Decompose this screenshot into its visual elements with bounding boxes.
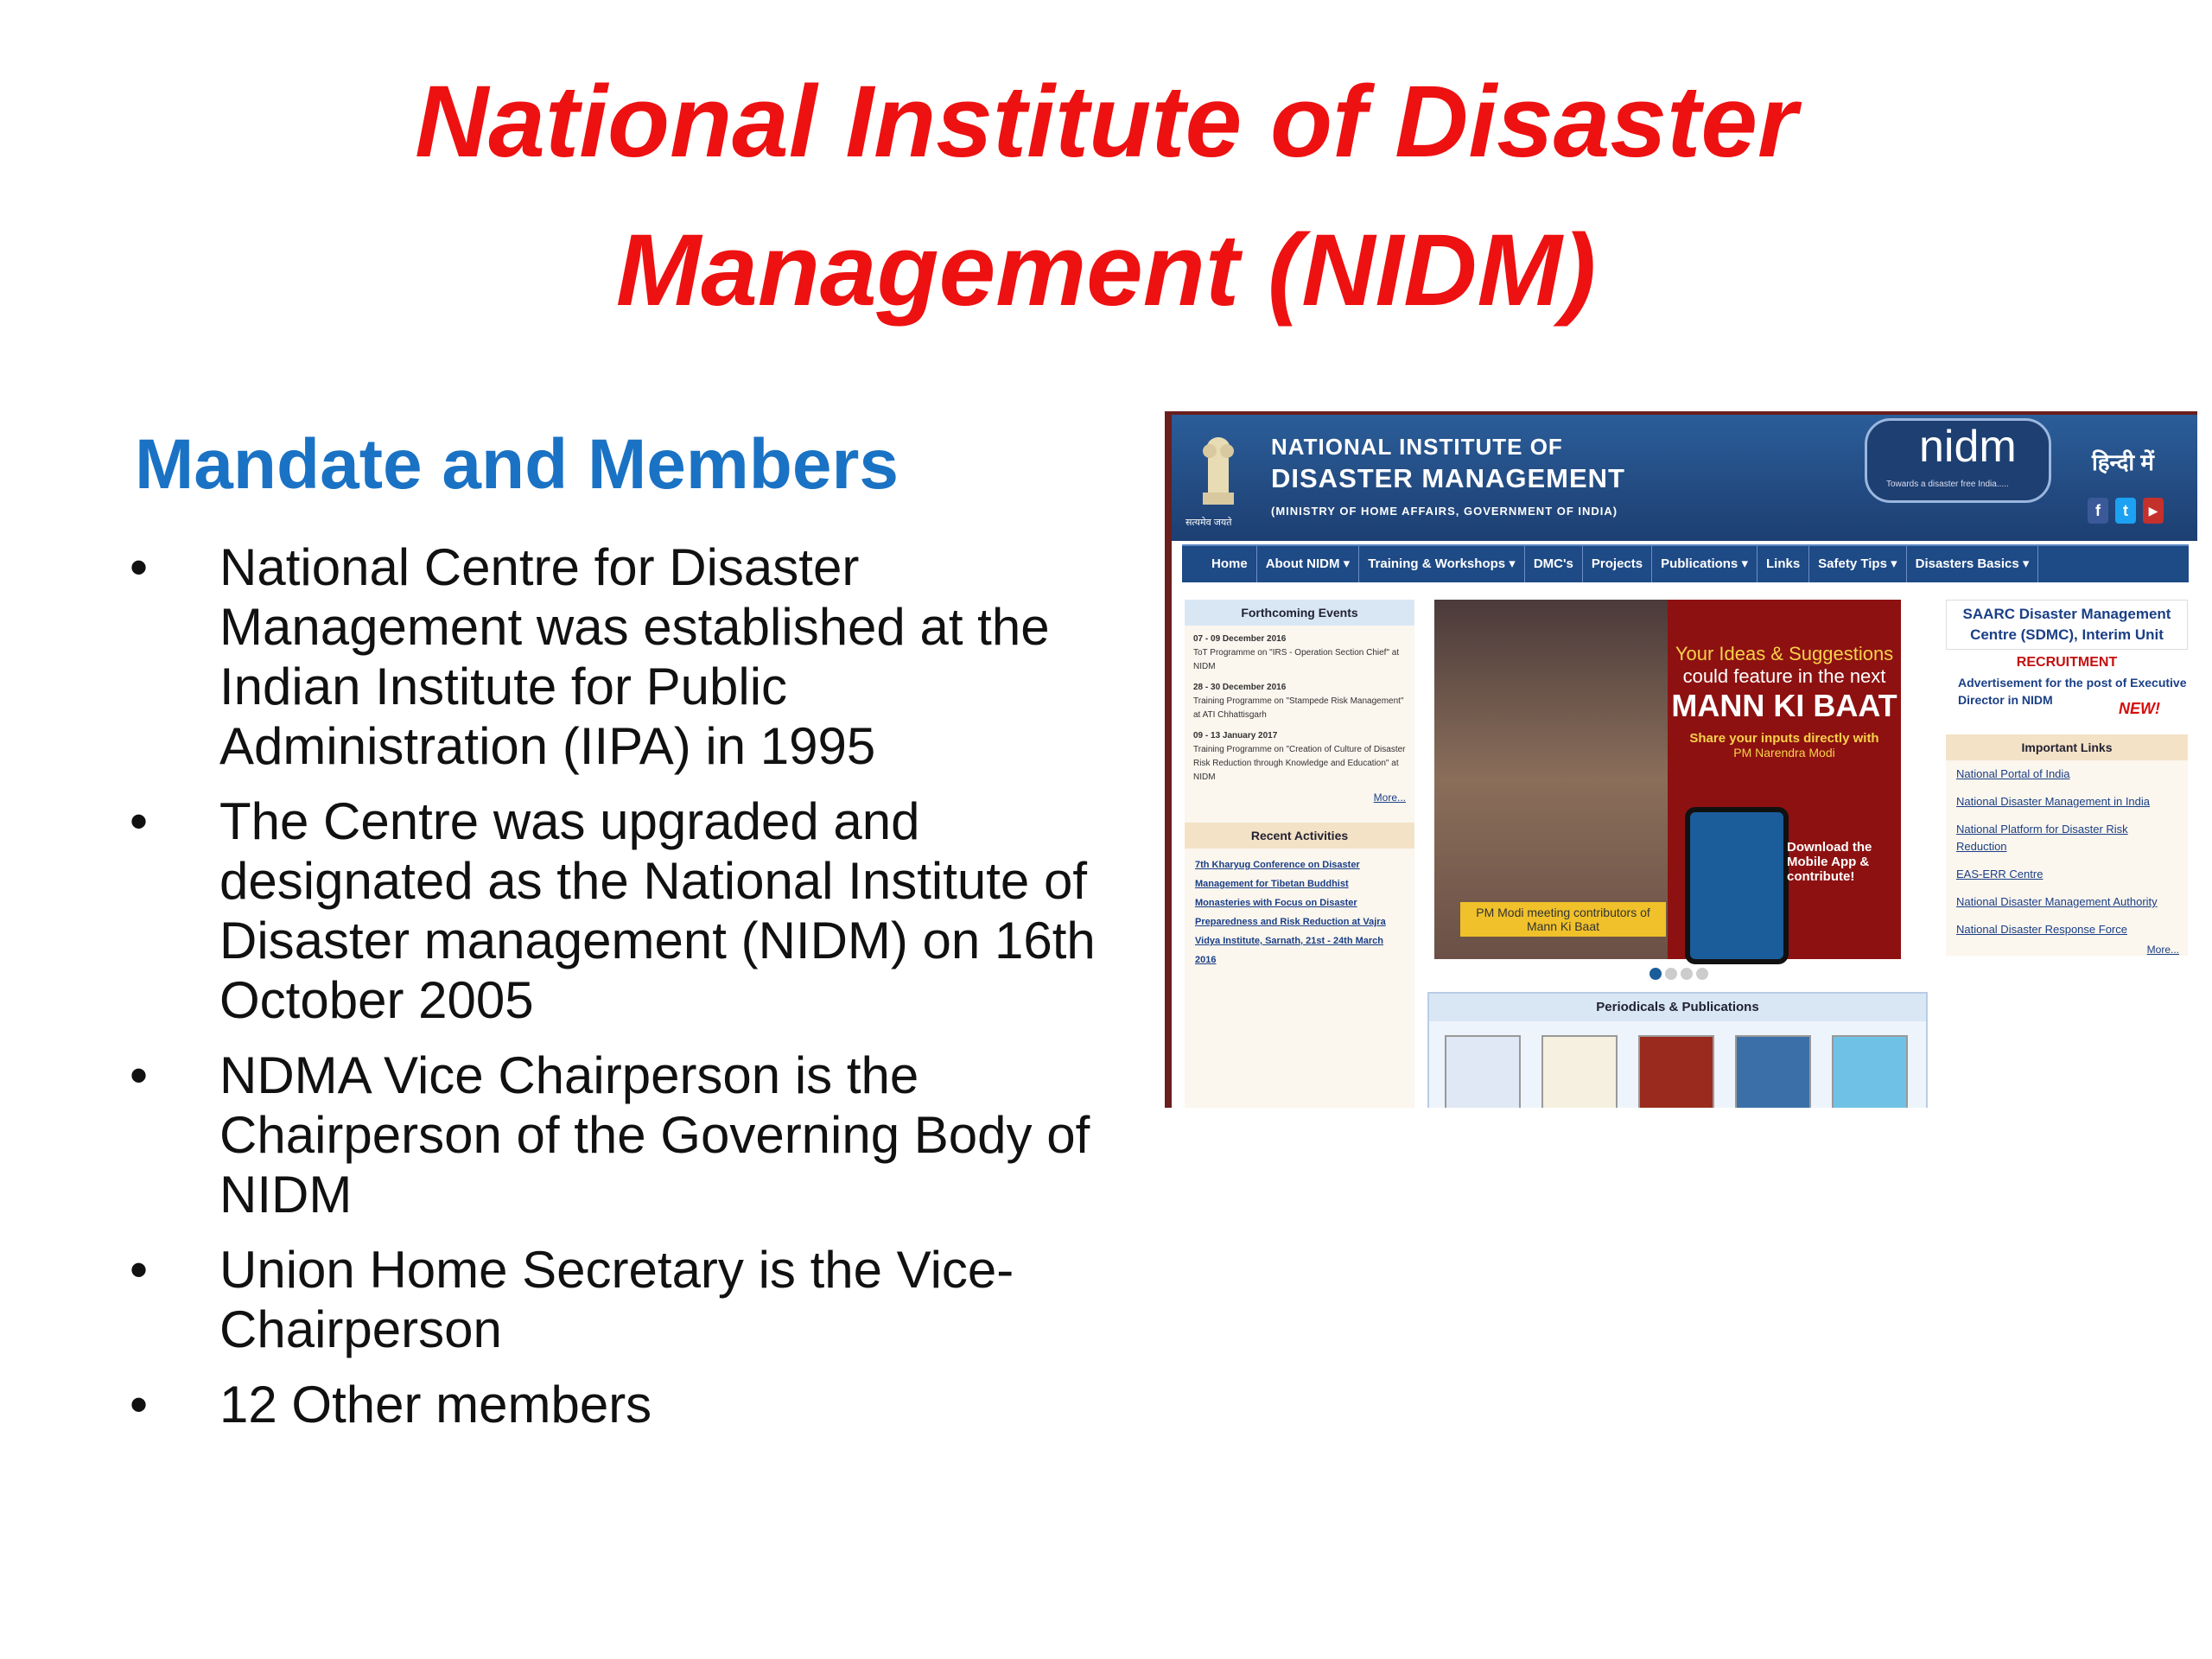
facebook-icon[interactable]: f bbox=[2088, 498, 2108, 524]
event-item[interactable] bbox=[1185, 626, 1414, 674]
bullet-item bbox=[130, 537, 1097, 776]
bullet-item bbox=[130, 1046, 1097, 1224]
right-column bbox=[1946, 600, 2188, 1108]
slider-dots bbox=[1649, 968, 1712, 983]
site-ministry: (MINISTRY OF HOME AFFAIRS, GOVERNMENT OF INDIA) bbox=[1271, 505, 1618, 518]
links-more-link[interactable]: More... bbox=[2146, 944, 2179, 956]
banner-line3: MANN KI BAAT bbox=[1671, 688, 1897, 723]
event-item[interactable] bbox=[1185, 674, 1414, 722]
banner-line2: could feature in the next bbox=[1682, 665, 1886, 687]
section-heading: Mandate and Members bbox=[135, 425, 899, 504]
important-link[interactable]: National Disaster Management Authority bbox=[1956, 895, 2158, 908]
slide-title-line1: National Institute of Disaster bbox=[415, 65, 1797, 179]
website-screenshot bbox=[1165, 411, 2197, 1108]
bullet-dot: • bbox=[130, 1376, 149, 1433]
nav-training[interactable]: Training & Workshops ▾ bbox=[1359, 546, 1525, 582]
hindi-link[interactable]: हिन्दी में bbox=[2092, 449, 2154, 475]
event-date: 28 - 30 December 2016 bbox=[1193, 683, 1287, 692]
recruitment-heading: RECRUITMENT bbox=[2016, 655, 2118, 670]
banner-line4: Share your inputs directly with bbox=[1689, 731, 1879, 746]
nav-disasters-basics[interactable]: Disasters Basics ▾ bbox=[1907, 546, 2039, 582]
bullet-text: National Centre for Disaster Management was established at the Indian Institute for Public Administration (IIPA) in 1995 bbox=[219, 538, 1050, 775]
important-link[interactable]: EAS-ERR Centre bbox=[1956, 868, 2044, 880]
site-nav bbox=[1182, 544, 2189, 582]
new-badge: NEW! bbox=[2119, 700, 2160, 717]
periodicals-box bbox=[1427, 992, 1928, 1108]
banner-photo bbox=[1434, 600, 1668, 959]
important-link[interactable]: National Portal of India bbox=[1956, 767, 2070, 780]
bullet-dot: • bbox=[130, 792, 149, 850]
nav-home[interactable]: Home bbox=[1182, 546, 1257, 582]
bullet-text: Union Home Secretary is the Vice- Chairperson bbox=[219, 1241, 1014, 1358]
event-date: 09 - 13 January 2017 bbox=[1193, 731, 1278, 741]
sdmc-link[interactable]: SAARC Disaster Management Centre (SDMC), Interim Unit bbox=[1946, 600, 2188, 650]
recruitment-text: Advertisement for the post of Executive Director in NIDM bbox=[1958, 676, 2187, 707]
important-links bbox=[1946, 734, 2188, 956]
slide-title-line2: Management (NIDM) bbox=[615, 213, 1597, 327]
bullet-dot: • bbox=[130, 1046, 149, 1104]
event-date: 07 - 09 December 2016 bbox=[1193, 634, 1287, 644]
emblem-caption: सत्यमेव जयते bbox=[1185, 518, 1232, 528]
banner-slider[interactable] bbox=[1434, 600, 1901, 959]
bullet-dot: • bbox=[130, 538, 149, 596]
publication-thumb[interactable] bbox=[1735, 1035, 1811, 1108]
site-header bbox=[1172, 415, 2197, 541]
national-emblem-icon bbox=[1191, 432, 1246, 517]
nidm-logo[interactable] bbox=[1865, 418, 2051, 503]
slider-dot[interactable] bbox=[1696, 968, 1708, 980]
event-text: Training Programme on "Stampede Risk Management" at ATI Chhattisgarh bbox=[1193, 696, 1404, 720]
nav-publications[interactable]: Publications ▾ bbox=[1652, 546, 1758, 582]
bullet-item bbox=[130, 1240, 1097, 1359]
left-column bbox=[1185, 600, 1414, 1108]
slider-dot[interactable] bbox=[1681, 968, 1693, 980]
youtube-icon[interactable]: ▶ bbox=[2143, 498, 2164, 524]
events-header: Forthcoming Events bbox=[1185, 600, 1414, 626]
slider-dot[interactable] bbox=[1649, 968, 1662, 980]
nav-about[interactable]: About NIDM ▾ bbox=[1257, 546, 1360, 582]
periodicals-header: Periodicals & Publications bbox=[1429, 994, 1926, 1021]
bullet-dot: • bbox=[130, 1241, 149, 1299]
nidm-logo-tagline: Towards a disaster free India..... bbox=[1886, 480, 2009, 489]
event-item[interactable] bbox=[1185, 722, 1414, 785]
banner-caption: PM Modi meeting contributors of Mann Ki Baat bbox=[1460, 902, 1666, 937]
important-links-header: Important Links bbox=[1946, 734, 2188, 760]
slide-title bbox=[0, 48, 2212, 345]
publication-thumb[interactable] bbox=[1832, 1035, 1908, 1108]
bullet-item bbox=[130, 791, 1097, 1030]
publication-thumb[interactable] bbox=[1638, 1035, 1714, 1108]
twitter-icon[interactable]: t bbox=[2115, 498, 2136, 524]
event-text: Training Programme on "Creation of Culture of Disaster Risk Reduction through Knowledge and Education" at NIDM bbox=[1193, 745, 1406, 782]
events-more-link[interactable]: More... bbox=[1373, 791, 1406, 804]
nav-projects[interactable]: Projects bbox=[1583, 546, 1652, 582]
banner-line5: PM Narendra Modi bbox=[1733, 746, 1835, 760]
recruitment-advert[interactable] bbox=[1946, 674, 2188, 717]
activities-header: Recent Activities bbox=[1185, 823, 1414, 849]
important-link[interactable]: National Disaster Response Force bbox=[1956, 923, 2127, 936]
site-name-line2: DISASTER MANAGEMENT bbox=[1271, 463, 1625, 493]
site-name-line1: NATIONAL INSTITUTE OF bbox=[1271, 434, 1563, 460]
slider-dot[interactable] bbox=[1665, 968, 1677, 980]
nav-safety-tips[interactable]: Safety Tips ▾ bbox=[1809, 546, 1906, 582]
bullet-text: NDMA Vice Chairperson is the Chairperson of the Governing Body of NIDM bbox=[219, 1046, 1090, 1224]
bullet-item bbox=[130, 1375, 1097, 1434]
publication-thumb[interactable] bbox=[1541, 1035, 1618, 1108]
publication-thumb[interactable] bbox=[1445, 1035, 1521, 1108]
nav-dmcs[interactable]: DMC's bbox=[1525, 546, 1583, 582]
important-link[interactable]: National Platform for Disaster Risk Reduction bbox=[1956, 823, 2128, 853]
important-link[interactable]: National Disaster Management in India bbox=[1956, 795, 2151, 808]
banner-promo bbox=[1668, 600, 1901, 959]
event-text: ToT Programme on "IRS - Operation Section Chief" at NIDM bbox=[1193, 648, 1400, 671]
bullet-list bbox=[130, 537, 1097, 1450]
bullet-text: 12 Other members bbox=[219, 1376, 652, 1433]
nidm-logo-text: nidm bbox=[1919, 422, 2017, 472]
bullet-text: The Centre was upgraded and designated as the National Institute of Disaster management (NIDM) on 16th October 2005 bbox=[219, 792, 1096, 1029]
nav-links[interactable]: Links bbox=[1758, 546, 1809, 582]
banner-app-text: Download the Mobile App & contribute! bbox=[1787, 840, 1872, 884]
activity-link[interactable]: 7th Kharyug Conference on Disaster Management for Tibetan Buddhist Monasteries with Focus on Disaster Preparedness and Risk Reduction at Vajra Vidya Institute, Sarnath, 21st - 24th March 2016 bbox=[1195, 860, 1386, 965]
banner-line1: Your Ideas & Suggestions bbox=[1675, 643, 1894, 664]
phone-icon bbox=[1685, 807, 1789, 964]
